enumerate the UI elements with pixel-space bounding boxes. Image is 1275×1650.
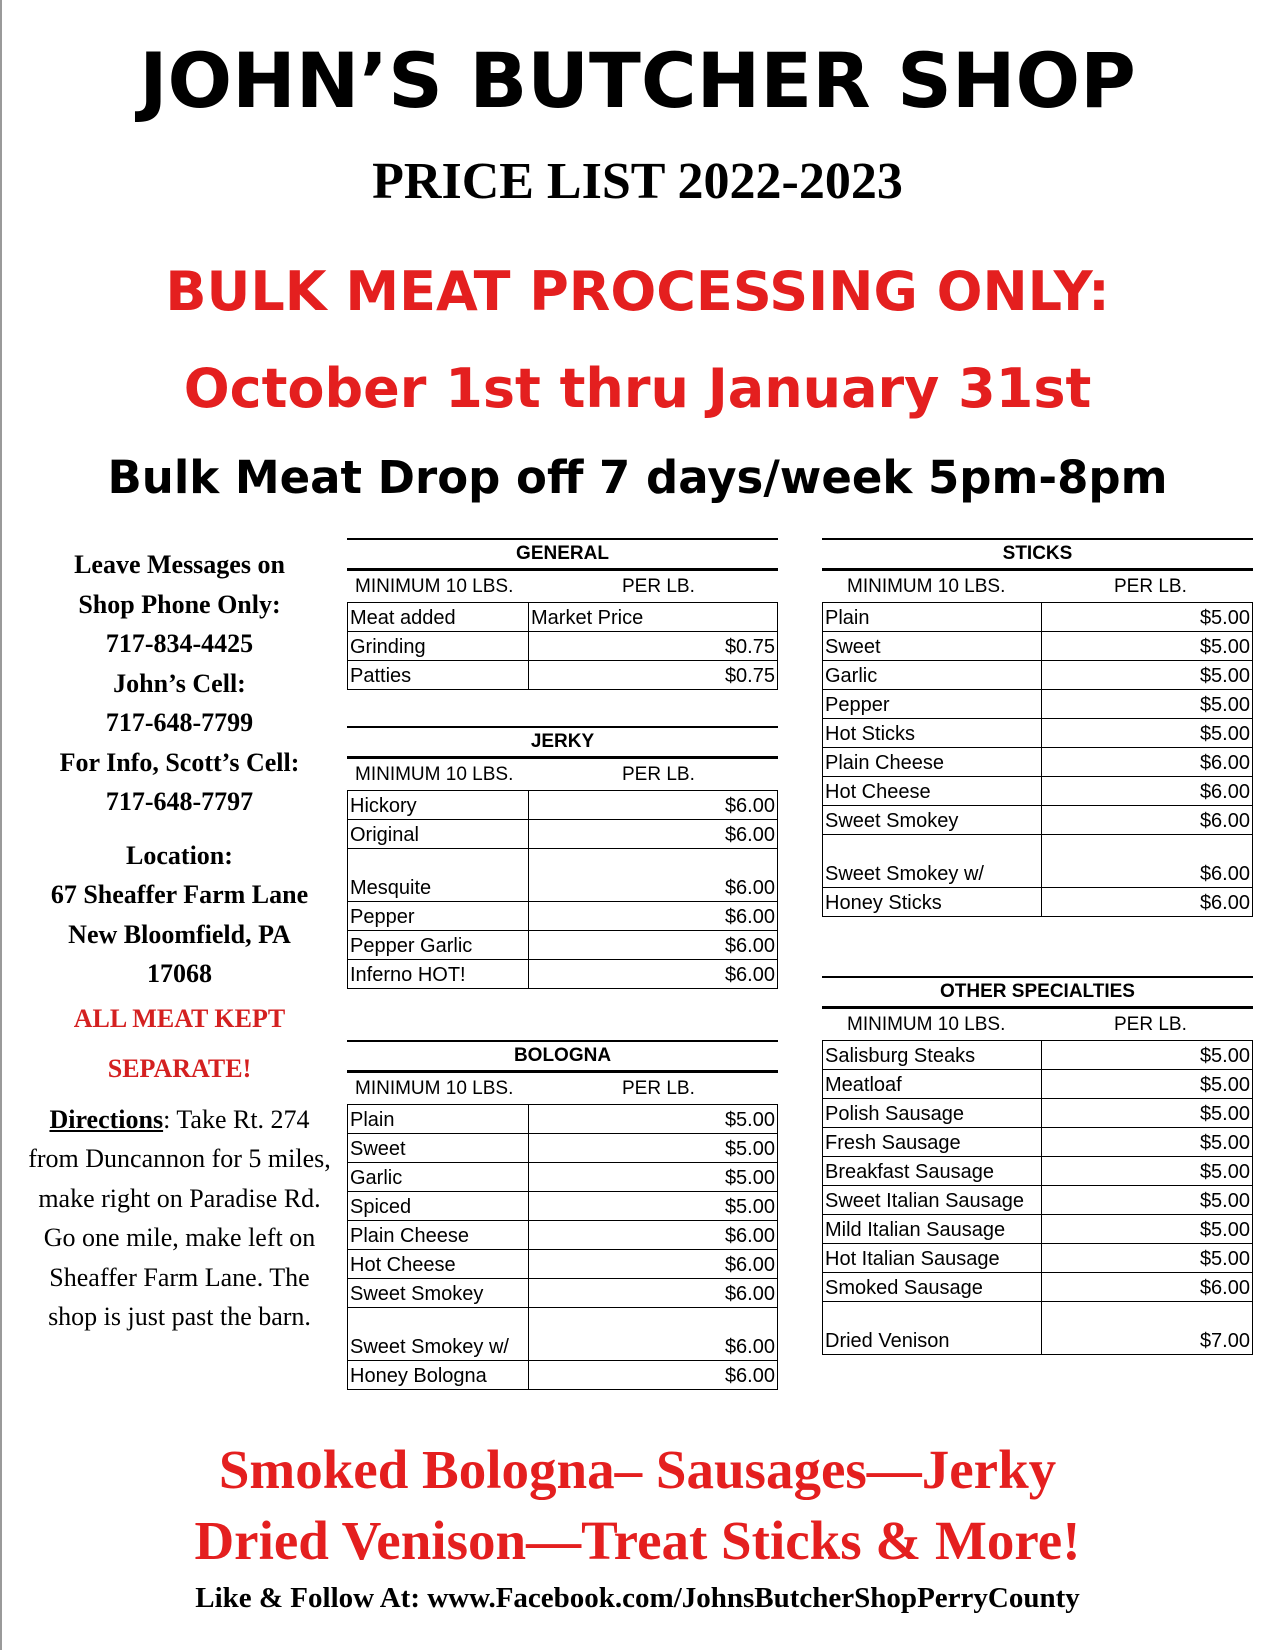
item-price: $5.00 (1042, 1099, 1253, 1128)
item-name: Mesquite (348, 849, 529, 902)
item-price: $6.00 (1042, 777, 1253, 806)
table-row (823, 1302, 1253, 1355)
item-price: $5.00 (529, 1163, 778, 1192)
section-title: GENERAL (347, 538, 778, 571)
item-name: Hot Cheese (348, 1250, 529, 1279)
item-name: Sweet (823, 632, 1042, 661)
item-name: Meatloaf (823, 1070, 1042, 1099)
section-subheader (347, 571, 778, 602)
table-row (823, 806, 1253, 835)
section-title: STICKS (822, 538, 1253, 571)
table-row (823, 888, 1253, 917)
table-row (823, 1186, 1253, 1215)
item-name: Hickory (348, 791, 529, 820)
table-row (348, 931, 778, 960)
season-dates: October 1st thru January 31st (183, 357, 1092, 420)
item-name: Fresh Sausage (823, 1128, 1042, 1157)
item-name: Sweet (348, 1134, 529, 1163)
item-price: $5.00 (1042, 1070, 1253, 1099)
table-row (823, 1244, 1253, 1273)
dropoff-hours: Bulk Meat Drop off 7 days/week 5pm-8pm (107, 451, 1168, 504)
table-row (348, 902, 778, 931)
page-border (0, 0, 2, 1650)
table-row (348, 1308, 778, 1361)
table-row (823, 1128, 1253, 1157)
item-price: $6.00 (529, 1279, 778, 1308)
item-name: Honey Sticks (823, 888, 1042, 917)
item-price: $6.00 (1042, 1273, 1253, 1302)
item-price: $6.00 (1042, 748, 1253, 777)
contact-column (22, 545, 337, 1337)
item-name: Mild Italian Sausage (823, 1215, 1042, 1244)
item-name: Sweet Smokey (823, 806, 1042, 835)
directions-label: Directions (49, 1104, 164, 1134)
item-price: $6.00 (529, 960, 778, 989)
item-price: $5.00 (1042, 632, 1253, 661)
section-title: BOLOGNA (347, 1040, 778, 1073)
footer-products-line2: Dried Venison—Treat Sticks & More! (194, 1510, 1081, 1571)
minimum-label: MINIMUM 10 LBS. (355, 576, 514, 597)
table-row (348, 1105, 778, 1134)
item-name: Plain (823, 603, 1042, 632)
table-row (823, 748, 1253, 777)
separate-notice: SEPARATE! (107, 1053, 252, 1083)
table-row (348, 960, 778, 989)
item-name: Hot Italian Sausage (823, 1244, 1042, 1273)
table-row (823, 632, 1253, 661)
item-price: $6.00 (529, 820, 778, 849)
item-price: $6.00 (529, 791, 778, 820)
table-row (348, 1163, 778, 1192)
table-row (823, 661, 1253, 690)
table-row (348, 849, 778, 902)
per-lb-label: PER LB. (622, 1078, 695, 1099)
price-table (822, 1040, 1253, 1355)
processing-heading: BULK MEAT PROCESSING ONLY: (165, 260, 1110, 323)
table-row (348, 791, 778, 820)
john-cell-label: John’s Cell: (113, 668, 246, 698)
item-price: $0.75 (529, 632, 778, 661)
item-name: Original (348, 820, 529, 849)
item-price: $5.00 (1042, 1041, 1253, 1070)
item-name: Sweet Smokey (348, 1279, 529, 1308)
item-name: Sweet Smokey w/ (823, 835, 1042, 888)
section-subheader (822, 571, 1253, 602)
table-row (823, 1041, 1253, 1070)
table-row (823, 603, 1253, 632)
item-name: Hot Cheese (823, 777, 1042, 806)
separate-notice: ALL MEAT KEPT (73, 1003, 286, 1033)
section-title: OTHER SPECIALTIES (822, 976, 1253, 1009)
price-table (347, 790, 778, 989)
item-price: $5.00 (1042, 1157, 1253, 1186)
item-price: $5.00 (1042, 719, 1253, 748)
section-other-specialties (822, 976, 1253, 1355)
section-subheader (822, 1009, 1253, 1040)
shop-phone: 717-834-4425 (105, 629, 254, 658)
item-name: Sweet Smokey w/ (348, 1308, 529, 1361)
per-lb-label: PER LB. (1114, 576, 1187, 597)
directions-body: : Take Rt. 274 from Duncannon for 5 miles, make right on Paradise Rd. Go one mile, make left on Sheaffer Farm Lane. The shop is just past the barn. (28, 1104, 331, 1331)
item-name: Inferno HOT! (348, 960, 529, 989)
address-city: New Bloomfield, PA (68, 919, 291, 949)
item-name: Plain Cheese (823, 748, 1042, 777)
item-price: $6.00 (529, 1308, 778, 1361)
price-table (347, 602, 778, 690)
minimum-label: MINIMUM 10 LBS. (847, 1014, 1006, 1035)
item-name: Spiced (348, 1192, 529, 1221)
table-row (348, 1192, 778, 1221)
item-price: $5.00 (1042, 603, 1253, 632)
item-price: $5.00 (529, 1134, 778, 1163)
per-lb-label: PER LB. (1114, 1014, 1187, 1035)
john-cell-phone: 717-648-7799 (105, 708, 254, 737)
item-name: Grinding (348, 632, 529, 661)
item-price: $6.00 (529, 1250, 778, 1279)
table-row (348, 603, 778, 632)
item-price: $6.00 (1042, 835, 1253, 888)
minimum-label: MINIMUM 10 LBS. (355, 1078, 514, 1099)
page-title: JOHN’S BUTCHER SHOP (139, 36, 1136, 125)
item-price: $6.00 (529, 902, 778, 931)
address-street: 67 Sheaffer Farm Lane (50, 880, 309, 909)
per-lb-label: PER LB. (622, 764, 695, 785)
table-row (348, 1361, 778, 1390)
item-price: $5.00 (1042, 1186, 1253, 1215)
item-price: $5.00 (1042, 1244, 1253, 1273)
item-price: $6.00 (1042, 806, 1253, 835)
item-price: $5.00 (1042, 661, 1253, 690)
table-row (348, 1134, 778, 1163)
table-row (823, 835, 1253, 888)
contact-line: Leave Messages on (74, 550, 285, 579)
item-price: $5.00 (529, 1105, 778, 1134)
table-row (348, 632, 778, 661)
item-name: Smoked Sausage (823, 1273, 1042, 1302)
minimum-label: MINIMUM 10 LBS. (355, 764, 514, 785)
address-zip: 17068 (147, 959, 212, 988)
location-label: Location: (126, 840, 233, 870)
price-table (822, 602, 1253, 917)
page-subtitle: PRICE LIST 2022-2023 (372, 153, 903, 210)
item-name: Hot Sticks (823, 719, 1042, 748)
table-row (823, 1099, 1253, 1128)
item-name: Plain Cheese (348, 1221, 529, 1250)
section-sticks (822, 538, 1253, 917)
facebook-follow-line: Like & Follow At: www.Facebook.com/JohnsButcherShopPerryCounty (195, 1582, 1080, 1614)
table-row (348, 820, 778, 849)
item-price: $6.00 (529, 1221, 778, 1250)
item-name: Patties (348, 661, 529, 690)
item-name: Pepper (348, 902, 529, 931)
item-name: Garlic (348, 1163, 529, 1192)
item-price: $6.00 (529, 849, 778, 902)
table-row (348, 661, 778, 690)
item-name: Salisburg Steaks (823, 1041, 1042, 1070)
scott-cell-label: For Info, Scott’s Cell: (59, 747, 300, 777)
price-table (347, 1104, 778, 1390)
section-subheader (347, 759, 778, 790)
section-subheader (347, 1073, 778, 1104)
item-name: Pepper Garlic (348, 931, 529, 960)
table-row (823, 1070, 1253, 1099)
item-name: Dried Venison (823, 1302, 1042, 1355)
footer-products-line1: Smoked Bologna– Sausages—Jerky (218, 1439, 1057, 1500)
item-price: $6.00 (529, 931, 778, 960)
per-lb-label: PER LB. (622, 576, 695, 597)
item-price: $5.00 (529, 1192, 778, 1221)
item-price: $5.00 (1042, 1128, 1253, 1157)
table-row (348, 1250, 778, 1279)
item-name: Meat added (348, 603, 529, 632)
item-price: $0.75 (529, 661, 778, 690)
item-name: Sweet Italian Sausage (823, 1186, 1042, 1215)
table-row (823, 690, 1253, 719)
table-row (348, 1221, 778, 1250)
table-row (823, 1273, 1253, 1302)
item-price: $7.00 (1042, 1302, 1253, 1355)
item-name: Breakfast Sausage (823, 1157, 1042, 1186)
item-price: $6.00 (529, 1361, 778, 1390)
item-name: Pepper (823, 690, 1042, 719)
contact-line: Shop Phone Only: (78, 589, 281, 619)
table-row (823, 777, 1253, 806)
section-title: JERKY (347, 726, 778, 759)
table-row (348, 1279, 778, 1308)
item-name: Plain (348, 1105, 529, 1134)
table-row (823, 1157, 1253, 1186)
section-bologna (347, 1040, 778, 1390)
item-name: Polish Sausage (823, 1099, 1042, 1128)
item-name: Honey Bologna (348, 1361, 529, 1390)
table-row (823, 1215, 1253, 1244)
section-jerky (347, 726, 778, 989)
item-price: $5.00 (1042, 690, 1253, 719)
item-price: Market Price (529, 603, 778, 632)
item-price: $6.00 (1042, 888, 1253, 917)
item-name: Garlic (823, 661, 1042, 690)
table-row (823, 719, 1253, 748)
directions-text (22, 1100, 337, 1337)
item-price: $5.00 (1042, 1215, 1253, 1244)
minimum-label: MINIMUM 10 LBS. (847, 576, 1006, 597)
section-general (347, 538, 778, 690)
scott-cell-phone: 717-648-7797 (105, 787, 254, 816)
